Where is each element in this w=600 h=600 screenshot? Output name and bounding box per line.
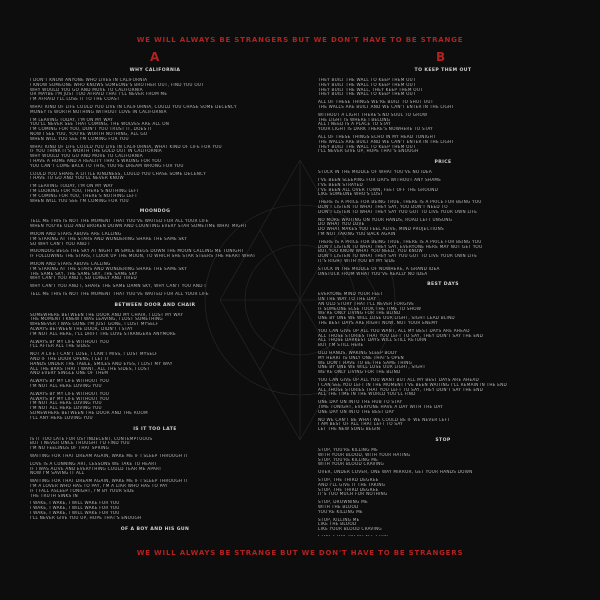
lyric-line: THEY BUILT THE WALL TO KEEP THEM OUT <box>318 78 416 82</box>
stanza <box>318 518 568 532</box>
lyric-line: LET THE NEW SONG BEGIN <box>318 427 381 432</box>
lyric-line: I'M NOT ALL HERE LOVING YOU <box>30 401 102 406</box>
stanza <box>318 78 568 97</box>
lyric-line: LIKE SOMEONE WHO'S LOST <box>318 192 384 197</box>
lyric-line: I'M LEAVING TODAY, I'M ON MY WAY <box>30 117 114 122</box>
lyric-line: ALWAYS BY MY LIFE WITHOUT YOU <box>30 339 110 344</box>
side-a-label: A <box>150 50 160 64</box>
lyric-line: STUCK IN THE MIDDLE OF NOWHERE, A GRAND IDEA <box>318 266 440 271</box>
lyric-line: THE LIGHT IS WHERE I BELONG <box>318 117 391 122</box>
lyric-line: WHY WOULD YOU GO AND MOVE TO CALIFORNIA <box>30 87 143 92</box>
lyric-line: THE TRUTH SINKS IN <box>30 493 78 498</box>
stanza <box>318 470 568 475</box>
lyric-line: OVER, UNDER COVER, ONE WAY MIRROR, GET YOUR HANDS DOWN <box>318 470 473 475</box>
lyric-line: I'M COMING FOR YOU, DON'T YOU TRUST IT, DOES IT <box>30 127 153 132</box>
lyric-line: STUCK IN THE MIDDLE OF WHAT YOU'VE NO IDEA <box>318 170 432 175</box>
lyric-line: YOU CAN GIVE UP ALL YOU WANT, ALL MY BEST DAYS ARE AHEAD <box>318 328 470 333</box>
lyric-line: I'M NOT ALL HERE LOVING YOU <box>30 406 102 411</box>
lyric-line: WE'RE ONLY LIVING FOR THE BLIND <box>318 311 401 316</box>
stanza <box>30 105 280 115</box>
lyric-line: DON'T LISTEN TO WHAT THEY SAY YOU GOT TO LIVE YOUR OWN LIFE <box>318 254 478 259</box>
stanza <box>318 218 568 237</box>
lyric-line: I'VE BEEN ALL OVER TOWN, FEET OFF THE GROUND <box>318 187 439 192</box>
lyric-line: I'M NOT ALL HERE LOVING YOU <box>30 384 102 389</box>
song-block <box>30 427 280 521</box>
lyric-line: I'LL ANY HERE LOVING YOU <box>30 415 93 420</box>
lyric-line: THE MOMENT I KNEW I WAS LEAVING, I LOST SOMETHING <box>30 317 163 322</box>
song-title: MOONDOG <box>139 209 171 215</box>
lyric-line: BUT YOU KNOW WHAT YOU NEED, YOU KNOW <box>318 249 423 254</box>
stanza <box>318 535 568 536</box>
lyric-line: TELL ME THIS IS NOT THE MOMENT THAT YOU'VE WAITED FOR ALL YOUR LIFE <box>30 291 209 296</box>
stanza <box>30 172 280 182</box>
stanza <box>318 267 568 277</box>
lyric-line: I'LL NEVER GIVE YOU UP, HOPE THAT'S ENOUGH <box>30 515 142 520</box>
stanza <box>30 292 280 297</box>
lyric-line: AN OLD STORY THAT I'LL NEVER FORGIVE <box>318 301 415 306</box>
song-title: BETWEEN DOOR AND CHAIR <box>114 302 196 308</box>
lyric-line: THEY BUILT THE WALL TO KEEP THEM OUT <box>318 92 416 97</box>
stanza <box>30 479 280 498</box>
stanza <box>30 284 280 289</box>
lyric-line: I'VE BEEN STRAYED <box>318 182 364 187</box>
lyric-line: STOP, THE THIRD DEGREE <box>318 487 379 492</box>
song-block <box>30 527 280 536</box>
lyric-line: DO WHAT YOU LOVE <box>318 222 365 227</box>
lyric-line: I'M LEAVING TODAY, I'M ON MY WAY <box>30 184 114 189</box>
lyric-line: NOT A LIFE I CAN'T LOSE, I CAN'T MISS, I LOST MYSELF <box>30 352 158 357</box>
lyric-line: SOMEWHERE BETWEEN THE DOOR AND MY CHAIR, I LOST MY WAY <box>30 312 184 317</box>
lyric-line: AND I'LL GIVE IT THE TAKING <box>318 482 386 487</box>
lyric-line: MOON AND STARS ABOVE ARE CALLING <box>30 231 122 236</box>
lyric-line: I'M NO FEELINGS OF THAT SPRING <box>30 446 110 451</box>
stanza <box>30 232 280 246</box>
song-block <box>30 68 280 203</box>
lyric-line: NOW I'M SAVING IT ALL <box>30 471 85 476</box>
lyric-line: IF SOMEONE ELSE TOOK THE TIME TO SHOW <box>318 306 422 311</box>
lyric-line: BUT I NEVER ONCE THOUGHT I'D FIND YOU <box>30 441 130 446</box>
stanza <box>30 437 280 451</box>
song-block <box>30 209 280 296</box>
lyric-line: ALL THOSE STORIES THAT YOU LEFT TO SAY, THEY DON'T SAY THE END <box>318 387 484 392</box>
stanza <box>318 170 568 175</box>
lyric-line <box>318 535 568 536</box>
lyric-line: I AM BEST OF ALL THAT LEFT TO SAY <box>318 422 403 427</box>
lyric-line: IF I FALL ASLEEP TONIGHT, I'M BY YOUR SIDE <box>30 488 135 493</box>
lyric-line: STOP, KILLING ME <box>318 517 360 522</box>
lyric-line: THEY BUILT THE WALL TO KEEP THEM OUT <box>318 82 416 87</box>
stanza <box>30 352 280 376</box>
lyric-line: THE WALLS ARE BUILT AND WE CAN'T ENTER IN THE LIGHT <box>318 104 455 109</box>
lyric-line: ONE DAY ON INTO THE BEST DAY <box>318 409 395 414</box>
lyric-line: ONE BY ONE WE WILL LOSE OUR LIGHT, SIGHT <box>318 365 426 370</box>
lyric-line: NOW I SEE YOU, YOU'RE WORTH NOTHING, ALL GO <box>30 131 148 136</box>
lyric-line: IF FOLLOWING THE STARS, I LOOK UP THE MOON, TO WHICH SHE STAR STEERS THE HEART WHAT <box>30 254 256 259</box>
song-block <box>318 68 568 154</box>
lyric-line: I HAVE A HOME AND A REALITY THAT'S WRONG FOR YOU <box>30 158 162 163</box>
lyric-line: WITH THE BLOOD <box>318 504 359 509</box>
lyric-line: UNSTUCK FROM WHAT YOU'VE REALLY NO IDEA <box>318 271 428 276</box>
stanza <box>30 313 280 337</box>
stanza <box>30 262 280 281</box>
stanza <box>318 113 568 132</box>
lyric-line: I'M NOT TAKING YOU BACK AGAIN <box>318 231 396 236</box>
stanza <box>318 378 568 397</box>
lyric-line: I'M COMING FOR YOU, THERE'S NOTHING LEFT <box>30 193 138 198</box>
lyric-line: ALWAYS BY MY LIFE WITHOUT YOU <box>30 396 110 401</box>
lyric-line: EVERYONE MIND YOUR FEET <box>318 292 384 297</box>
lyric-line: WHEN WILL YOU SEE I'M COMING FOR YOU <box>30 136 129 141</box>
lyric-line: NO WE CAN'T BE WHAT WE COULD BE IF WE NEVER LEFT <box>318 417 451 422</box>
lyric-line: ALWAYS BY MY LIFE WITHOUT YOU <box>30 391 110 396</box>
song-block <box>318 438 568 536</box>
lyric-line: IS IT TOO LATE FOR US? INDECENT, CONTEMPTUOUS <box>30 436 153 441</box>
lyric-line: WHY WOULD YOU GO AND MOVE TO CALIFORNIA <box>30 154 143 159</box>
lyric-line: THE BEST DAYS ARE RIGHT NOW, NOT YOUR ENEMY <box>318 321 438 326</box>
song-title: IS IT TOO LATE <box>133 426 177 432</box>
lyric-line: AND IF THE DOOR OPENS, I LET IT <box>30 357 110 362</box>
lyric-line: ALL THOSE DARKEST DAYS WILL STILL RETURN <box>318 338 427 343</box>
stanza <box>30 340 280 350</box>
lyric-line: LIKE YOUR BLOOD CRAVING <box>318 527 382 532</box>
stanza <box>318 329 568 348</box>
lyric-line: MY HEART IS ONLY ONE THAT'S OPEN <box>318 355 404 360</box>
lyric-line: WHENEVER I WAS GONE I'M JUST GONE, I LOST MYSELF <box>30 322 159 327</box>
lyric-line: STOP, THE THIRD DEGREE <box>318 478 379 482</box>
lyric-line: ALWAYS BETWEEN THE DOOR, DIDN'T I STAY <box>30 327 133 332</box>
lyric-line: DON'T LISTEN TO WHAT THEY SAY, EVERYONE HERE MAY NOT GET YOU <box>318 244 483 249</box>
lyric-line: I HAVE TO GO AND YOU'LL NEVER KNOW <box>30 176 124 181</box>
lyric-line: WHEN WILL YOU SEE I'M COMING FOR YOU <box>30 198 129 203</box>
stanza <box>30 462 280 476</box>
lyric-line: THERE IS A PRICE FOR BEING TRUE, THERE IS A PRICE FOR BEING YOU <box>318 200 482 205</box>
stanza <box>30 118 280 142</box>
lyric-line: I'M NOT ALL HERE, I'LL DRIFT THE LOVE STRANGERS ANYMORE <box>30 331 176 336</box>
lyric-line: WHEN YOU'RE OLD AND BROKEN DOWN AND COUNTING EVERY STAR SOMETIME WHAT MIGHT <box>30 224 247 229</box>
lyric-line: ALL THE BARS THAT I WANT, ALL THE SIDES, I LOST <box>30 366 150 371</box>
lyric-line: DON'T LISTEN TO WHAT THEY SAY, YOU DON'T NEED TO <box>318 204 448 209</box>
stanza <box>30 501 280 520</box>
lyric-line: BUT I'M STILL HERE <box>318 343 364 348</box>
lyric-line: TIME TONIGHT, EVERYONE HAVE A DAY WITH THE DAY <box>318 405 443 410</box>
side-a-column <box>30 66 280 536</box>
lyric-line: SO WHY CAN'T YOU AND I <box>30 241 90 246</box>
song-block <box>318 160 568 276</box>
stanza <box>318 500 568 514</box>
lyric-line: WHAT KIND OF LIFE COULD YOU LIVE IN CALIFORNIA, WHAT KIND OF LIFE FOR YOU <box>30 144 222 149</box>
lyric-line: OR MAYBE I'M JUST TOO AFRAID THAT I'LL NEVER FROM ME <box>30 92 168 97</box>
lyric-line: YOU'RE KILLING ME <box>318 509 363 514</box>
lyric-line: ALL THOSE STORIES THAT YOU LEFT TO SAY, THEY DON'T SAY THE END <box>318 333 484 338</box>
lyric-line: ONE DAY ON INTO THE HUB TO STAY <box>318 400 403 405</box>
lyric-line: YOUR LIGHT IS DARK THERE'S NOWHERE TO STAY <box>318 127 433 132</box>
lyric-line: LIKE THE BLOOD <box>318 522 357 527</box>
lyric-line: ALL OF THESE THINGS WE'RE BUILT TO SHUT OUT <box>318 100 434 105</box>
lyric-line: WHY CAN'T YOU AND I, SO LONELY AND TIRED <box>30 276 137 281</box>
stanza <box>30 78 280 102</box>
lyric-line: THE SAME SKY, THE SAME SKY, THE SAME SKY <box>30 271 138 276</box>
lyric-line: LOVE IS A CUNNING ART, LESSONS WE TAKE TO HEART <box>30 461 157 466</box>
lyric-line: I'M A LOVER WHO HAS TO PAY, I'M A LIAR WHO HAS TO PAY <box>30 484 168 488</box>
side-b-column <box>318 66 568 536</box>
lyric-line: STOP, YOU'RE KILLING ME <box>318 448 379 453</box>
lyric-line: YOU CAN GIVE UP ALL YOU WANT BUT ALL MY BEST DAYS ARE AHEAD <box>318 378 479 383</box>
lyric-line: YOU'LL NEVER SEE THAT COMING, THE WOLVES ARE ALL ON <box>30 122 170 127</box>
lyric-line: WHY CAN'T YOU AND I, SHARE THE SAME DAMN SKY, WHY CAN'T YOU AND I <box>30 284 206 289</box>
lyric-line: I'VE BEEN SLEEPING FOR DAYS WITHOUT ANY SHAME <box>318 177 442 182</box>
lyric-line: WE DON'T HAVE TO BE THE SAME THING <box>318 360 413 365</box>
side-b-label: B <box>436 50 446 64</box>
lyric-line: THERE IS A PRICE FOR BEING TRUE, THERE IS A PRICE FOR BEING YOU <box>318 239 482 244</box>
stanza <box>318 135 568 154</box>
stanza <box>30 249 280 259</box>
lyric-line: ON THE WAY TO THE DAY <box>318 297 377 302</box>
lyric-line: IF YOU THINK IT'S WORTH THE GOLD OUT IN CALIFORNIA <box>30 149 162 154</box>
lyric-line: I'LL AFTER ALL THE SIDES <box>30 344 90 349</box>
lyric-line: I DON'T KNOW ANYONE WHO LIVES IN CALIFORNIA <box>30 78 148 82</box>
lyric-line: HANDS UNDER THE TABLE, SMILES AND EYES, I LOST MY WAY <box>30 361 173 366</box>
song-title: OF A BOY AND HIS GUN <box>120 526 190 532</box>
lyric-line: WE'RE ONLY LIVING FOR THE BLIND <box>318 370 401 375</box>
stanza <box>30 379 280 389</box>
stanza <box>318 178 568 197</box>
stanza <box>30 145 280 169</box>
lyric-line: I'M STARING AT THE STARS AND WONDERING SHARE THE SAME SKY <box>30 266 188 271</box>
lyric-line: THE WALLS ARE BUILT AND WE CAN'T ENTER IN THE LIGHT <box>318 139 455 144</box>
stanza <box>318 478 568 497</box>
lyric-line: TELL ME THIS IS NOT THE MOMENT THAT YOU'VE WAITED FOR ALL YOUR LIFE <box>30 219 209 224</box>
lyric-line: STOP, YOU'RE KILLING ME <box>318 457 379 462</box>
lyric-line: WAITING FOR THAT DREAM AGAIN, WAKE ME IF I SLEEP THROUGH IT <box>30 479 189 484</box>
lyric-line: SOMEWHERE BETWEEN THE DOOR AND THE ROOM <box>30 411 148 416</box>
lyric-line: WITH YOUR BLOOD, WITH YOUR HATING <box>318 452 411 457</box>
lyric-line: ALL THE TIME IN THE WORLD YOU'LL FIND <box>318 392 416 397</box>
stanza <box>318 351 568 375</box>
lyric-line: ALL OF THESE THINGS ECHO IN MY HEAD TONIGHT <box>318 134 436 139</box>
lyric-line: COULD YOU SHARE A LITTLE KINDNESS, COULD YOU CHASE SOME DECENCY <box>30 171 207 176</box>
song-title: PRICE <box>434 160 452 166</box>
lyric-line: I WAKE, I WAKE, I WILL WAKE FOR YOU <box>30 506 120 511</box>
lyric-line: OLD HANDS, WAKING SLEEP BODY <box>318 351 398 356</box>
lyric-line: I'M STARING AT THE STARS AND WONDERING SHARE THE SAME SKY <box>30 236 188 241</box>
lyric-line: IT'S RIGHT WITH YOU BY MY SIDE <box>318 258 396 263</box>
lyric-line: WHAT KIND OF LIFE COULD YOU LIVE IN CALIFORNIA, COULD YOU CHASE SOME DECENCY <box>30 104 237 109</box>
lyric-line: I CAN SEE YOU LEFT IN THE MOMENT I'VE BEEN WAITING I'LL REMAIN IN THE END <box>318 382 508 387</box>
lyric-line: IF I WAS ALIVE AND EVERYTHING COULD TEAR ME APART <box>30 466 162 471</box>
lyric-line: THEY BUILT THE WALL TO KEEP THEM OUT <box>318 144 416 149</box>
lyric-line: MONEY IS WORTH NOTHING WITHOUT LOVE IN CALIFORNIA <box>30 109 167 114</box>
stanza <box>30 392 280 421</box>
lyric-line: IT'S TOO MUCH FOR NOTHING <box>318 492 388 497</box>
lyric-line: WITH YOUR BLOOD CRAVING <box>318 462 385 467</box>
footer-title: WE WILL ALWAYS BE STRANGE BUT WE DON'T HAVE TO BE STRANGERS <box>136 549 464 557</box>
stanza <box>318 292 568 326</box>
stanza <box>318 448 568 467</box>
lyric-line: I'M AFRAID I'LL LOSE IT TO THE COAST <box>30 97 120 102</box>
lyric-line: I'M LOOKING FOR YOU, THERE'S NOTHING LEFT <box>30 188 140 193</box>
lyric-line: AND EVERY SINGLE ONE OF THEM <box>30 371 109 376</box>
lyric-line: I WAKE, I WAKE, I WILL WAKE FOR YOU <box>30 501 120 506</box>
lyric-line: I'LL NEVER GIVE UP, HOPE THAT'S ENOUGH <box>318 149 419 154</box>
song-title: BEST DAYS <box>427 282 459 288</box>
song-block <box>318 282 568 432</box>
lyric-line: MOON AND STARS ABOVE CALLING <box>30 261 111 266</box>
lyric-line: I KNOW SOMEONE WHO KNOWS SOMEONE'S BROTHER OUT, FIND YOU OUT <box>30 82 205 87</box>
stanza <box>30 184 280 203</box>
lyric-line: I WAKE, I WAKE, I WILL WAKE FOR YOU <box>30 510 120 515</box>
lyric-line: ONE BY ONE WE WILL LOSE OUR LIGHT, SIGHT LEAD BLIND <box>318 316 455 321</box>
lyric-line: WAITING FOR THAT DREAM AGAIN, WAKE ME IF I SLEEP THROUGH IT <box>30 454 189 459</box>
stanza <box>30 219 280 229</box>
lyric-line: STOP, DROWNING ME <box>318 500 368 505</box>
song-block <box>30 303 280 421</box>
song-title: STOP <box>435 438 451 444</box>
song-title: WHY CALIFORNIA <box>129 68 181 73</box>
stanza <box>318 240 568 264</box>
lyric-line: DO WHAT MAKES YOU FEEL ALIVE, MIND PROJECTIONS <box>318 227 444 232</box>
lyric-line: MOONDOG BEGS THE SKY AT NIGHT IN SMILE BEGS DOWN THE MOON CALLING ME TONIGHT <box>30 249 244 254</box>
lyric-line: YOU CAN'T COME BACK TO THIS, YOU'RE DREAM WRONG FOR YOU <box>30 163 184 168</box>
lyric-line: ALL I NEED IS A PLACE TO STAY <box>318 122 391 127</box>
lyric-line: WITHOUT A LIGHT THERE'S NO SOUL TO GROW <box>318 112 428 117</box>
stanza <box>318 418 568 432</box>
song-title: TO KEEP THEM OUT <box>414 68 472 73</box>
stanza <box>318 100 568 110</box>
stanza <box>30 454 280 459</box>
lyric-line: THEY BUILT THE WALL, THEY KEEP THEM OUT <box>318 87 423 92</box>
stanza <box>318 400 568 414</box>
lyric-line: NO MORE WAITING ON YOUR HANDS, ROAD LEFT UNSUNG <box>318 217 453 222</box>
header-title: WE WILL ALWAYS BE STRANGERS BUT WE DON'T HAVE TO BE STRANGE <box>136 36 464 44</box>
lyric-line: DON'T LISTEN TO WHAT THEY SAY YOU GOT TO LIVE YOUR OWN LIFE <box>318 209 478 214</box>
stanza <box>318 200 568 214</box>
lyric-line: ALWAYS BY MY LIFE WITHOUT YOU <box>30 379 110 384</box>
